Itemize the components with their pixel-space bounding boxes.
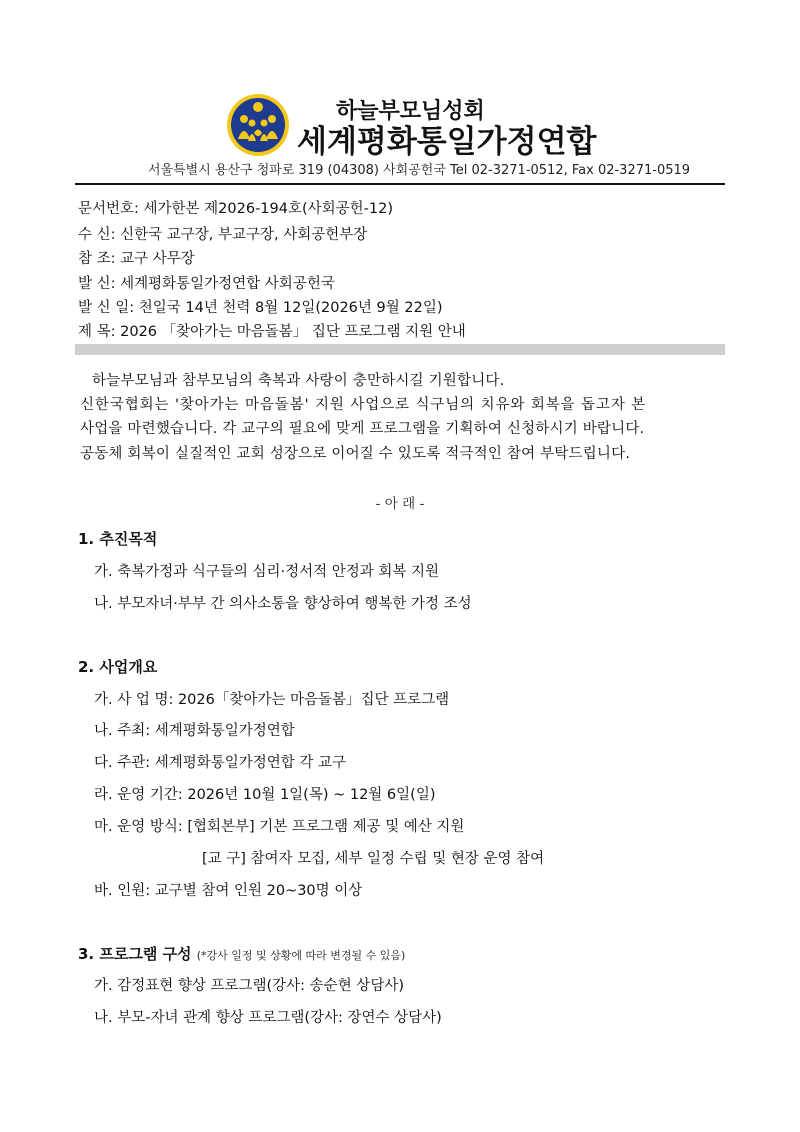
send-date: 발 신 일: 천일국 14년 천력 8월 12일(2026년 9월 22일) (78, 300, 443, 316)
list-item: 바. 인원: 교구별 참여 인원 20~30명 이상 (94, 883, 363, 899)
header-divider (75, 183, 725, 185)
subject-divider (75, 344, 725, 355)
list-item: 가. 사 업 명: 2026「찾아가는 마음돌봄」집단 프로그램 (94, 692, 450, 708)
org-name: 세계평화통일가정연합 (297, 124, 597, 160)
org-address: 서울특별시 용산구 청파로 319 (04308) 사회공헌국 Tel 02-3271-0512, Fax 02-3271-0519 (148, 163, 691, 178)
list-item: 라. 운영 기간: 2026년 10월 1일(목) ~ 12월 6일(일) (94, 787, 436, 803)
reference: 참 조: 교구 사무장 (78, 251, 195, 267)
list-item: 나. 부모-자녀 관계 향상 프로그램(강사: 장연수 상담사) (94, 1010, 442, 1026)
doc-number: 문서번호: 세가한본 제2026-194호(사회공헌-12) (78, 201, 394, 217)
subject: 제 목: 2026 「찾아가는 마음돌봄」 집단 프로그램 지원 안내 (78, 324, 466, 340)
list-item-continuation: [교 구] 참여자 모집, 세부 일정 수립 및 현장 운영 참여 (202, 851, 545, 867)
intro-line: 신한국협회는 '찾아가는 마음돌봄' 지원 사업으로 식구님의 치유와 회복을 돕고자 본 (80, 397, 647, 413)
intro-line: 하늘부모님과 참부모님의 축복과 사랑이 충만하시길 기원합니다. (92, 373, 505, 389)
org-subtitle: 하늘부모님성회 (336, 99, 485, 124)
list-item: 가. 축복가정과 식구들의 심리·정서적 안정과 회복 지원 (94, 564, 440, 580)
intro-line: 공동체 회복이 실질적인 교회 성장으로 이어질 수 있도록 적극적인 참여 부탁드립니다. (80, 446, 631, 462)
recipient: 수 신: 신한국 교구장, 부교구장, 사회공헌부장 (78, 227, 368, 243)
sender: 발 신: 세계평화통일가정연합 사회공헌국 (78, 276, 335, 292)
list-item: 나. 부모자녀·부부 간 의사소통을 향상하여 행복한 가정 조성 (94, 596, 472, 612)
organization-logo (226, 93, 290, 157)
intro-line: 사업을 마련했습니다. 각 교구의 필요에 맞게 프로그램을 기획하여 신청하시기 바랍니다. (80, 421, 645, 437)
section-title: 2. 사업개요 (78, 658, 158, 676)
list-item: 다. 주관: 세계평화통일가정연합 각 교구 (94, 755, 347, 771)
sun-icon (253, 102, 263, 112)
section-note: (*강사 일정 및 상황에 따라 변경될 수 있음) (196, 949, 406, 962)
section-title: 1. 추진목적 (78, 530, 158, 548)
section-title: 3. 프로그램 구성 (78, 945, 192, 963)
list-item: 마. 운영 방식: [협회본부] 기본 프로그램 제공 및 예산 지원 (94, 819, 465, 835)
list-item: 나. 주최: 세계평화통일가정연합 (94, 723, 295, 739)
list-item: 가. 감정표현 향상 프로그램(강사: 송순현 상담사) (94, 978, 404, 994)
below-heading: - 아 래 - (375, 496, 425, 512)
section-title-row (78, 943, 405, 964)
